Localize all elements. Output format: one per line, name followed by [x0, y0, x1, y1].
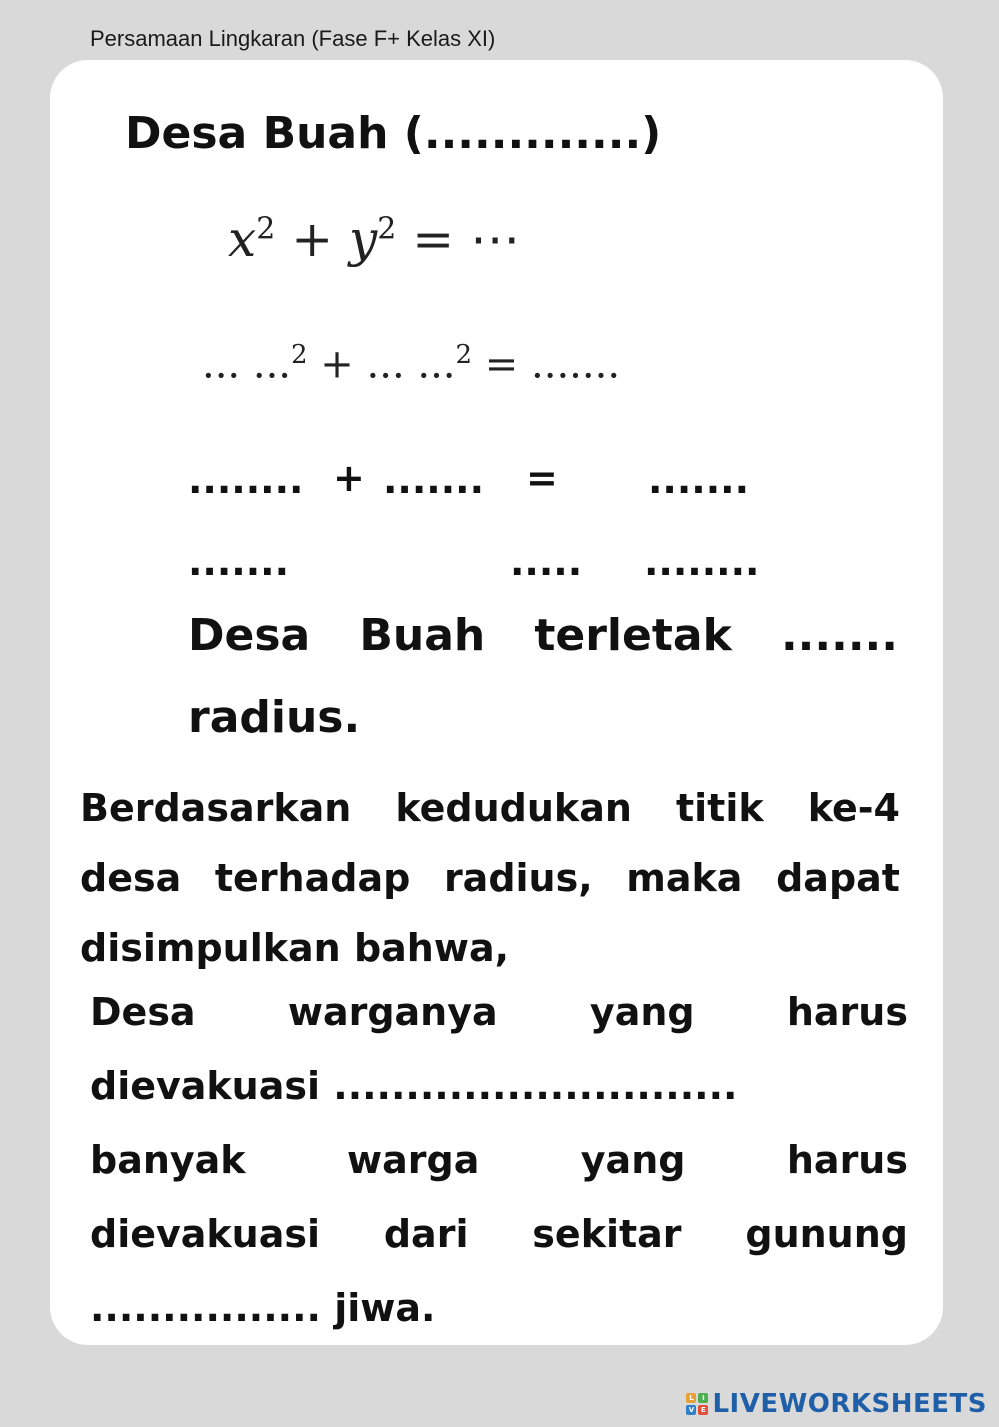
substitution-line: [202, 340, 620, 387]
exp-1: 2: [291, 340, 308, 370]
word: gunung: [745, 1212, 908, 1256]
blank-x[interactable]: ... ...: [202, 341, 292, 388]
equation-rhs: ⋯: [470, 210, 521, 268]
evac-village-answer[interactable]: dievakuasi ............................: [90, 1064, 738, 1108]
conclusion-line-1: [80, 786, 900, 830]
plus-sign: +: [333, 456, 365, 500]
word: Desa: [90, 990, 196, 1034]
location-tail: radius.: [188, 692, 361, 743]
exp-2: 2: [455, 340, 473, 370]
word: harus: [786, 1138, 908, 1182]
word: dapat: [776, 856, 900, 900]
liveworksheets-logo: [686, 1389, 987, 1419]
word: dievakuasi: [90, 1212, 321, 1256]
conclusion-line-2: [80, 856, 900, 900]
word: radius,: [443, 856, 593, 900]
blank-c[interactable]: .......: [648, 458, 750, 502]
blank-d[interactable]: .......: [188, 540, 290, 584]
word: titik: [675, 786, 764, 830]
word: banyak: [90, 1138, 246, 1182]
word: terhadap: [214, 856, 411, 900]
var-x: x: [228, 210, 257, 268]
worksheet-title: Persamaan Lingkaran (Fase F+ Kelas XI): [90, 26, 496, 51]
var-y: y: [349, 210, 378, 268]
logo-tile: V: [686, 1405, 696, 1415]
blank-b[interactable]: .......: [383, 458, 485, 502]
location-sentence: [188, 610, 898, 661]
plus-sign: +: [291, 210, 334, 268]
blank-result[interactable]: .......: [531, 341, 621, 388]
logo-icon: [686, 1393, 708, 1415]
word: yang: [580, 1138, 686, 1182]
blank-a[interactable]: ........: [188, 458, 304, 502]
word: Buah: [359, 610, 486, 661]
circle-equation: [228, 210, 520, 268]
blank-f[interactable]: ........: [644, 540, 760, 584]
exp-x: 2: [256, 211, 276, 247]
word: Desa: [188, 610, 311, 661]
equals-sign: =: [484, 341, 519, 388]
evac-line-3: [90, 1138, 908, 1182]
word: maka: [626, 856, 743, 900]
equals-sign: =: [412, 210, 455, 268]
word: dari: [383, 1212, 469, 1256]
worksheet-card: [50, 60, 943, 1345]
evac-count-answer[interactable]: ................ jiwa.: [90, 1286, 436, 1330]
plus-sign: +: [320, 341, 354, 388]
word: Berdasarkan: [80, 786, 352, 830]
logo-text: LIVEWORKSHEETS: [712, 1389, 987, 1419]
word: warga: [347, 1138, 480, 1182]
blank-y[interactable]: ... ...: [366, 341, 456, 388]
logo-tile: I: [698, 1393, 708, 1403]
evac-line-4: [90, 1212, 908, 1256]
blank-e[interactable]: .....: [510, 540, 583, 584]
word: terletak: [534, 610, 732, 661]
word: yang: [589, 990, 695, 1034]
conclusion-line-3: disimpulkan bahwa,: [80, 926, 510, 970]
word: warganya: [287, 990, 498, 1034]
evac-line-1: [90, 990, 908, 1034]
location-blank[interactable]: .......: [780, 610, 898, 661]
word: ke-4: [807, 786, 900, 830]
exp-y: 2: [377, 211, 397, 247]
logo-tile: L: [686, 1393, 696, 1403]
equals-sign: =: [526, 456, 558, 500]
logo-tile: E: [698, 1405, 708, 1415]
word: sekitar: [532, 1212, 682, 1256]
word: kedudukan: [395, 786, 632, 830]
word: harus: [786, 990, 908, 1034]
word: desa: [80, 856, 182, 900]
section-heading: Desa Buah (.............): [125, 108, 662, 159]
